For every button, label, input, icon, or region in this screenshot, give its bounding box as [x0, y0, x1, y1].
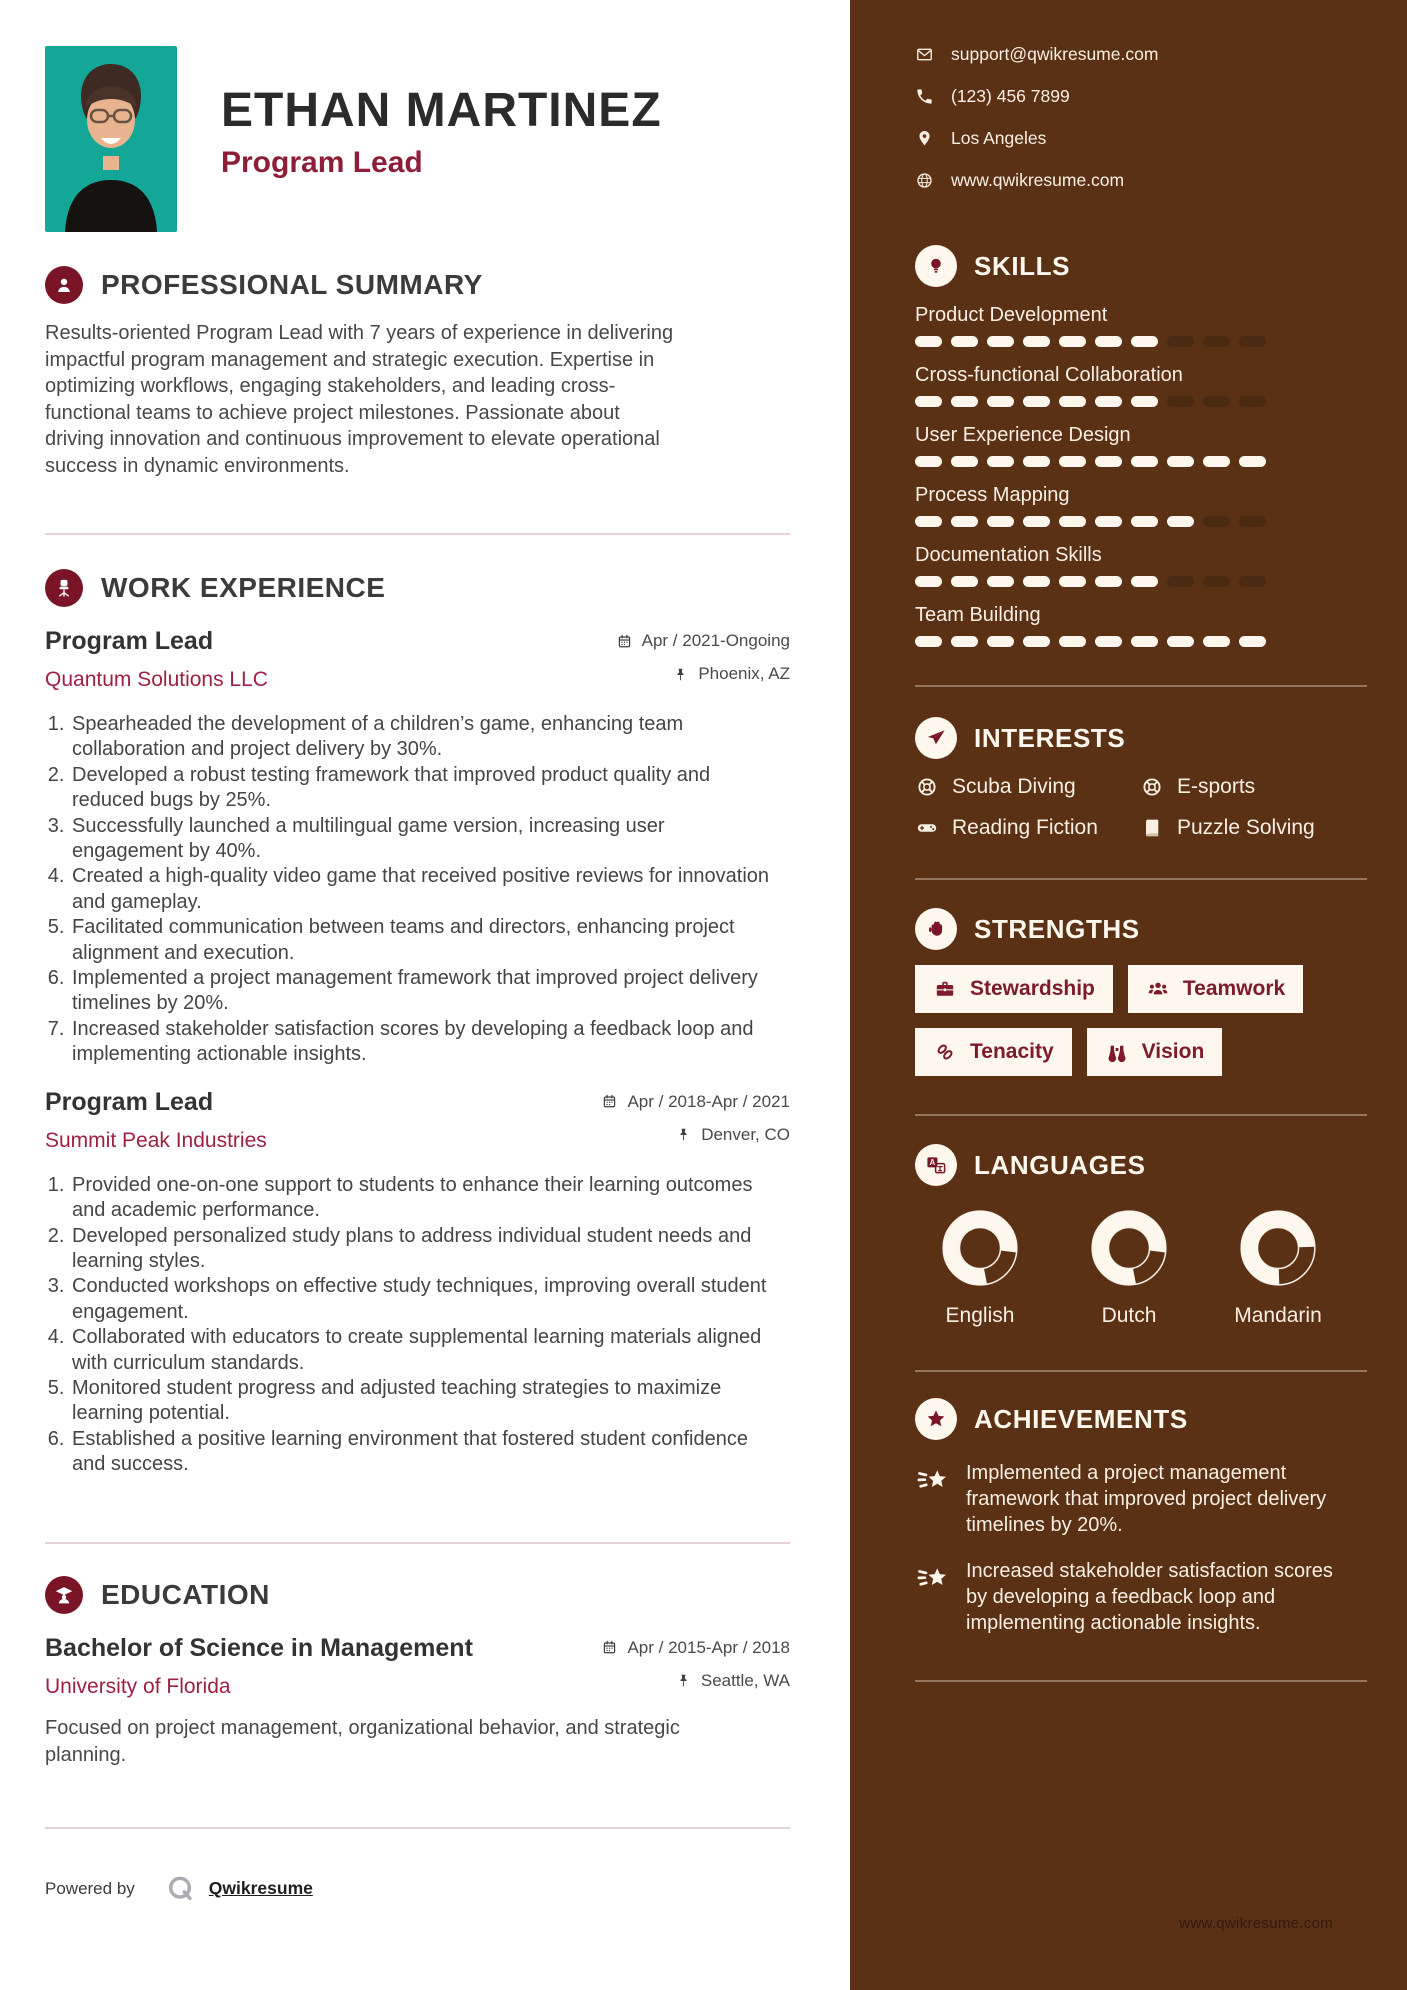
achievement-text: Increased stakeholder satisfaction scores by developing a feedback loop and implementing actionable insights.: [966, 1560, 1333, 1634]
skill-level-dash: [951, 636, 978, 647]
job-bullet: 1. Spearheaded the development of a children’s game, enhancing team collaboration and project delivery by 30%.: [70, 712, 780, 763]
skill-name: Cross-functional Collaboration: [915, 364, 1183, 386]
summary-heading: PROFESSIONAL SUMMARY: [101, 269, 483, 300]
strengths-heading: STRENGTHS: [974, 913, 1140, 944]
skill-level-dash: [1239, 336, 1266, 347]
job-location: Phoenix, AZ: [698, 664, 790, 683]
strength-icon: [1146, 977, 1170, 1001]
pushpin-icon: [675, 1126, 692, 1143]
language-item: [1213, 1204, 1343, 1328]
education-meta: [601, 1634, 790, 1691]
skill-level-dash: [1239, 516, 1266, 527]
qwikresume-logo-icon: [164, 1873, 196, 1905]
skill-level-dash: [1167, 636, 1194, 647]
job-title-block: [45, 1088, 267, 1153]
skills-list: [915, 304, 1367, 647]
achievements-heading: ACHIEVEMENTS: [974, 1403, 1188, 1434]
education-description: Focused on project management, organizational behavior, and strategic planning.: [45, 1716, 680, 1766]
skill-item: [915, 304, 1367, 347]
skill-level-dash: [1239, 636, 1266, 647]
contact-location: Los Angeles: [951, 128, 1047, 148]
pushpin-icon: [675, 1672, 692, 1689]
interest-icon: [915, 816, 939, 840]
skill-item: [915, 364, 1367, 407]
interest-item: [915, 775, 1140, 799]
education-dates: Apr / 2015-Apr / 2018: [627, 1637, 790, 1657]
languages-heading: LANGUAGES: [974, 1149, 1146, 1180]
divider: [915, 685, 1367, 687]
interest-item: [1140, 775, 1367, 799]
skill-level-dash: [987, 576, 1014, 587]
job-bullet: 7. Increased stakeholder satisfaction scores by developing a feedback loop and implementing actionable insights.: [70, 1017, 780, 1068]
languages-list: [915, 1204, 1343, 1328]
education-section: [45, 1576, 790, 1769]
skill-level-dash: [915, 336, 942, 347]
interest-icon: [1140, 816, 1164, 840]
skill-item: [915, 544, 1367, 587]
school-name: University of Florida: [45, 1674, 231, 1698]
skill-level-dash: [951, 576, 978, 587]
skill-level-dash: [1167, 336, 1194, 347]
skill-level-dash: [1131, 456, 1158, 467]
skill-level-dash: [1023, 336, 1050, 347]
job-bullet: 6. Implemented a project management framework that improved project delivery timelines by 20%.: [70, 966, 780, 1017]
job-bullet: 4. Created a high-quality video game that received positive reviews for innovation and gameplay.: [70, 864, 780, 915]
skill-name: Process Mapping: [915, 484, 1070, 506]
job-dates-row: [616, 631, 790, 651]
skill-level-dash: [1167, 396, 1194, 407]
education-location: Seattle, WA: [700, 1670, 790, 1690]
shooting-star-icon: [915, 1560, 951, 1596]
shooting-star-icon: [915, 1462, 951, 1498]
job-header: [45, 627, 790, 692]
skill-level-dash: [1131, 636, 1158, 647]
skill-level-dash: [1059, 396, 1086, 407]
skill-item: [915, 604, 1367, 647]
pushpin-icon: [672, 666, 689, 683]
language-donut-chart: [1085, 1204, 1173, 1292]
skill-level-dash: [1131, 576, 1158, 587]
interest-item: [1140, 816, 1367, 840]
watermark: www.qwikresume.com: [1179, 1915, 1333, 1932]
interest-icon: [915, 775, 939, 799]
divider: [45, 533, 790, 535]
sidebar: [850, 0, 1407, 1990]
job-list: [45, 627, 790, 1478]
strengths-heading-row: [915, 908, 1367, 950]
job-title: Program Lead: [45, 627, 214, 655]
job-bullet-list: [45, 1173, 780, 1478]
translate-icon: [915, 1144, 957, 1186]
achievement-item: [915, 1558, 1335, 1636]
skill-name: User Experience Design: [915, 424, 1131, 446]
job-dates: Apr / 2018-Apr / 2021: [627, 1091, 790, 1111]
skill-level-bar: [915, 516, 1367, 527]
job-title: Program Lead: [45, 1087, 214, 1116]
skill-level-bar: [915, 336, 1367, 347]
contact-phone: (123) 456 7899: [951, 86, 1070, 106]
job-bullet: 1. Provided one-on-one support to students to enhance their learning outcomes and academic performance.: [70, 1173, 780, 1224]
degree-title: Bachelor of Science in Management: [45, 1633, 473, 1662]
job-meta: [601, 1088, 790, 1145]
contact-email: support@qwikresume.com: [951, 44, 1159, 64]
skill-level-dash: [951, 456, 978, 467]
interests-list: [915, 775, 1367, 840]
office-chair-icon: [45, 569, 83, 607]
contact-website-row[interactable]: [915, 170, 1367, 191]
interest-label: Scuba Diving: [952, 775, 1076, 798]
skill-level-dash: [987, 516, 1014, 527]
skill-level-dash: [915, 636, 942, 647]
person-name: ETHAN MARTINEZ: [221, 84, 662, 137]
summary-heading-row: [45, 266, 790, 304]
language-label: English: [945, 1304, 1015, 1327]
powered-by-label: Powered by: [45, 1878, 135, 1898]
job-bullet: 2. Developed personalized study plans to address individual student needs and learning styles.: [70, 1224, 780, 1275]
divider: [915, 1370, 1367, 1372]
strengths-section: [915, 908, 1367, 1076]
skill-level-bar: [915, 576, 1367, 587]
job-location: Denver, CO: [701, 1124, 790, 1144]
languages-heading-row: [915, 1144, 1367, 1186]
skill-level-dash: [1023, 396, 1050, 407]
strength-label: Teamwork: [1182, 977, 1286, 1000]
skill-level-dash: [1059, 336, 1086, 347]
skill-level-dash: [951, 396, 978, 407]
skill-level-dash: [987, 456, 1014, 467]
skill-level-bar: [915, 636, 1367, 647]
job-entry: [45, 1088, 790, 1478]
strength-badge: [915, 965, 1113, 1013]
skill-level-dash: [1023, 516, 1050, 527]
strength-badge: [1087, 1028, 1223, 1076]
skill-level-dash: [1095, 636, 1122, 647]
contact-block: [915, 44, 1367, 191]
skill-level-dash: [1239, 576, 1266, 587]
lightbulb-icon: [915, 245, 957, 287]
job-bullet-list: [45, 712, 780, 1068]
skill-level-dash: [1239, 396, 1266, 407]
interests-heading-row: [915, 717, 1367, 759]
interests-section: [915, 717, 1367, 840]
skill-level-dash: [915, 456, 942, 467]
calendar-icon: [616, 633, 633, 650]
skill-level-dash: [1059, 456, 1086, 467]
job-bullet: 3. Successfully launched a multilingual game version, increasing user engagement by 40%.: [70, 814, 780, 865]
language-item: [1064, 1204, 1194, 1328]
divider: [45, 1542, 790, 1544]
interest-label: Reading Fiction: [952, 816, 1098, 839]
job-header: [45, 1088, 790, 1153]
calendar-icon: [601, 1093, 618, 1110]
strength-label: Tenacity: [970, 1040, 1054, 1063]
skill-level-dash: [1023, 456, 1050, 467]
language-donut-chart: [936, 1204, 1024, 1292]
work-experience-section: [45, 569, 790, 1478]
skill-level-dash: [1239, 456, 1266, 467]
name-block: [221, 46, 662, 180]
map-pin-icon: [915, 129, 934, 148]
skill-level-dash: [987, 336, 1014, 347]
skill-level-bar: [915, 396, 1367, 407]
skills-heading-row: [915, 245, 1367, 287]
education-dates-row: [601, 1638, 790, 1658]
language-item: [915, 1204, 1045, 1328]
skill-level-dash: [951, 516, 978, 527]
skill-level-bar: [915, 456, 1367, 467]
job-bullet: 4. Collaborated with educators to create supplemental learning materials aligned with curriculum standards.: [70, 1325, 780, 1376]
languages-section: [915, 1144, 1367, 1328]
contact-website: www.qwikresume.com: [951, 170, 1125, 190]
summary-section: [45, 266, 790, 479]
qwikresume-link[interactable]: Qwikresume: [208, 1878, 313, 1899]
phone-icon: [915, 87, 934, 106]
contact-phone-row[interactable]: [915, 86, 1367, 107]
language-label: Mandarin: [1234, 1304, 1322, 1327]
skill-level-dash: [1203, 396, 1230, 407]
education-location-row: [601, 1671, 790, 1691]
contact-email-row[interactable]: [915, 44, 1367, 65]
job-location-row: [601, 1125, 790, 1145]
graduate-icon: [45, 1576, 83, 1614]
achievements-heading-row: [915, 1398, 1367, 1440]
star-icon: [915, 1398, 957, 1440]
user-icon: [45, 266, 83, 304]
envelope-icon: [915, 45, 934, 64]
job-title-block: [45, 627, 268, 692]
strength-icon: [1105, 1040, 1129, 1064]
skill-level-dash: [1095, 336, 1122, 347]
skill-level-dash: [915, 516, 942, 527]
divider: [915, 878, 1367, 880]
interest-label: Puzzle Solving: [1177, 816, 1315, 839]
education-heading: EDUCATION: [101, 1578, 270, 1610]
skill-level-dash: [987, 396, 1014, 407]
achievements-section: [915, 1398, 1367, 1636]
job-dates-row: [601, 1092, 790, 1112]
skill-level-dash: [1203, 576, 1230, 587]
calendar-icon: [601, 1639, 618, 1656]
achievements-list: [915, 1460, 1367, 1636]
work-heading-row: [45, 569, 790, 607]
divider: [915, 1114, 1367, 1116]
strength-badge: [1128, 965, 1303, 1013]
achievement-text: Implemented a project management framework that improved project delivery timelines by 20%.: [966, 1462, 1327, 1536]
skill-level-dash: [1059, 636, 1086, 647]
job-entry: [45, 627, 790, 1068]
profile-photo-image: [45, 46, 177, 232]
job-bullet: 5. Facilitated communication between teams and directors, enhancing project alignment and execution.: [70, 915, 780, 966]
strength-label: Stewardship: [970, 977, 1095, 1000]
skill-level-dash: [1023, 636, 1050, 647]
job-bullet: 3. Conducted workshops on effective study techniques, improving overall student engagement.: [70, 1274, 780, 1325]
strength-icon: [933, 977, 957, 1001]
skill-level-dash: [1131, 336, 1158, 347]
footer: [45, 1873, 790, 1905]
skill-level-dash: [1203, 636, 1230, 647]
fist-icon: [915, 908, 957, 950]
skill-level-dash: [1059, 576, 1086, 587]
interest-icon: [1140, 775, 1164, 799]
skills-heading: SKILLS: [974, 250, 1071, 281]
skill-level-dash: [1167, 516, 1194, 527]
strengths-list: [915, 965, 1335, 1076]
summary-text: Results-oriented Program Lead with 7 years of experience in delivering impactful program management and strategic execution. Expertise in optimizing workflows, engaging stakeholders, and leading cross-functional teams to achieve project milestones. Passionate about driving innovation and continuous improvement to elevate operational success in dynamic environments.: [45, 322, 674, 477]
skill-name: Product Development: [915, 304, 1108, 326]
strength-label: Vision: [1141, 1040, 1205, 1063]
contact-location-row: [915, 128, 1367, 149]
skill-level-dash: [951, 336, 978, 347]
interests-heading: INTERESTS: [974, 722, 1126, 753]
job-bullet: 5. Monitored student progress and adjusted teaching strategies to maximize learning potential.: [70, 1376, 780, 1427]
skill-name: Team Building: [915, 604, 1041, 626]
skill-level-dash: [1131, 396, 1158, 407]
job-meta: [616, 627, 790, 684]
interest-item: [915, 816, 1140, 840]
skill-level-dash: [1203, 516, 1230, 527]
education-entry: [45, 1634, 790, 1769]
profile-photo: [45, 46, 177, 232]
paper-plane-icon: [915, 717, 957, 759]
strength-badge: [915, 1028, 1072, 1076]
job-bullet: 2. Developed a robust testing framework that improved product quality and reduced bugs by 25%.: [70, 763, 780, 814]
skill-level-dash: [1095, 396, 1122, 407]
divider: [45, 1827, 790, 1829]
skill-level-dash: [1095, 516, 1122, 527]
job-bullet: 6. Established a positive learning environment that fostered student confidence and success.: [70, 1427, 780, 1478]
skill-level-dash: [915, 396, 942, 407]
skill-level-dash: [1203, 456, 1230, 467]
skill-level-dash: [1131, 516, 1158, 527]
degree-block: [45, 1634, 473, 1699]
skill-item: [915, 424, 1367, 467]
job-company: Quantum Solutions LLC: [45, 668, 268, 691]
skill-level-dash: [1023, 576, 1050, 587]
skill-level-dash: [1095, 576, 1122, 587]
education-heading-row: [45, 1576, 790, 1614]
work-heading: WORK EXPERIENCE: [101, 572, 386, 603]
skill-item: [915, 484, 1367, 527]
resume-header: [45, 46, 790, 232]
language-label: Dutch: [1101, 1304, 1157, 1327]
skill-level-dash: [915, 576, 942, 587]
interest-label: E-sports: [1177, 775, 1256, 798]
job-dates: Apr / 2021-Ongoing: [641, 631, 790, 650]
divider: [915, 1680, 1367, 1682]
skill-level-dash: [1167, 576, 1194, 587]
skill-name: Documentation Skills: [915, 544, 1102, 566]
skills-section: [915, 245, 1367, 647]
strength-icon: [933, 1040, 957, 1064]
skill-level-dash: [1095, 456, 1122, 467]
skill-level-dash: [1059, 516, 1086, 527]
language-donut-chart: [1234, 1204, 1322, 1292]
skill-level-dash: [1167, 456, 1194, 467]
achievement-item: [915, 1460, 1335, 1538]
job-location-row: [616, 664, 790, 684]
skill-level-dash: [987, 636, 1014, 647]
globe-icon: [915, 171, 934, 190]
person-title: Program Lead: [221, 146, 423, 180]
job-company: Summit Peak Industries: [45, 1128, 267, 1152]
skill-level-dash: [1203, 336, 1230, 347]
